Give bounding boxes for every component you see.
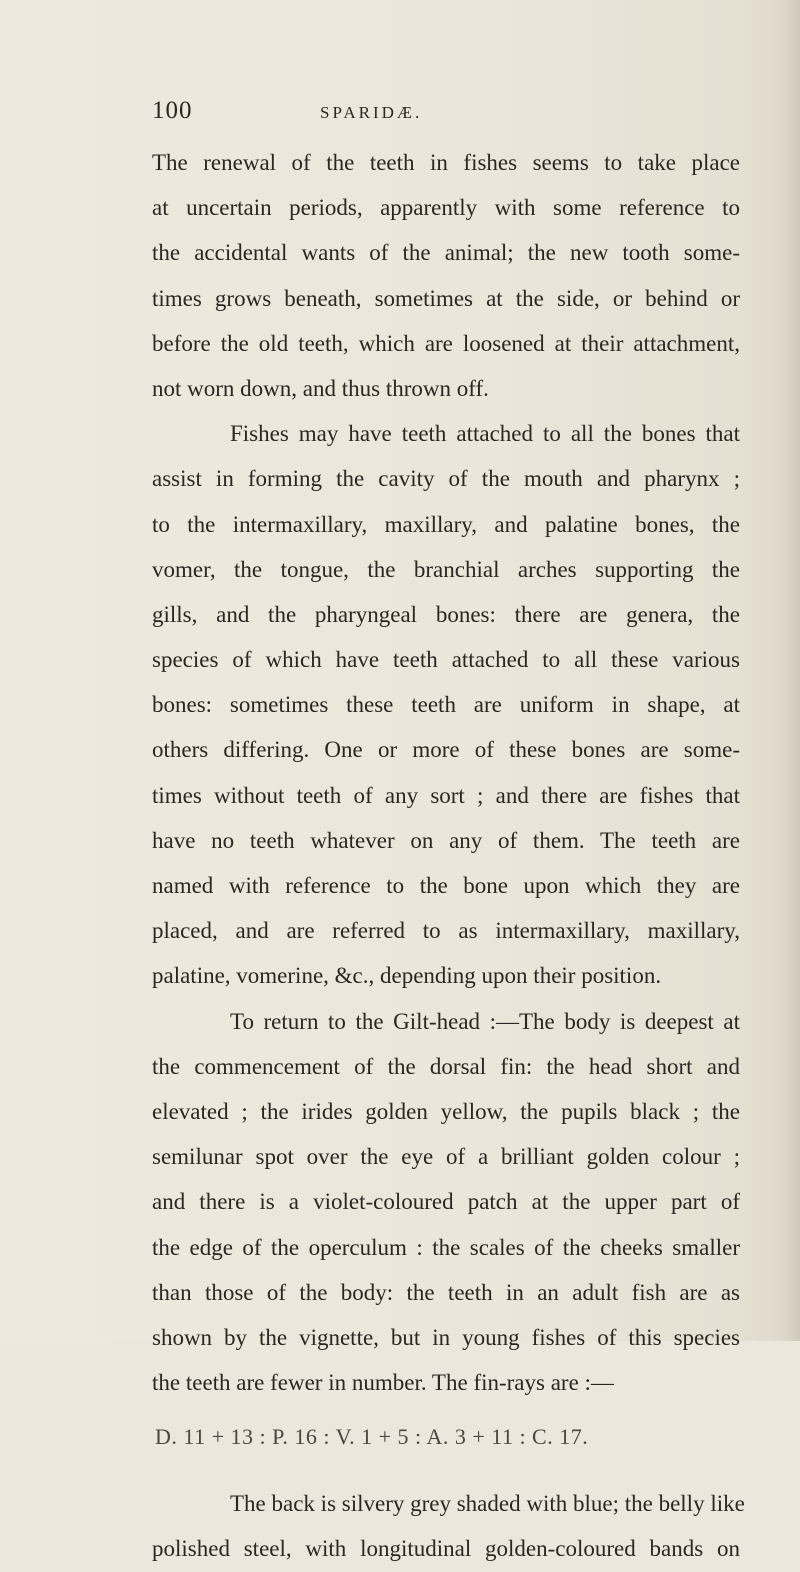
text-line: and there is a violet-coloured patch at the upper part of bbox=[152, 1189, 740, 1215]
text-line: times grows beneath, sometimes at the side, or behind or bbox=[152, 285, 740, 311]
page-edge-shadow bbox=[782, 0, 800, 1341]
text-line: The renewal of the teeth in fishes seems to take place bbox=[152, 150, 740, 175]
text-line: species of which have teeth attached to all these various bbox=[152, 647, 740, 673]
paragraph-start: Fishes may have teeth attached to all the bones that bbox=[230, 421, 740, 447]
paragraph-start: To return to the Gilt-head :—The body is deepest at bbox=[230, 1008, 740, 1034]
fin-ray-formula: D. 11 + 13 : P. 16 : V. 1 + 5 : A. 3 + 11 : C. 17. bbox=[155, 1424, 589, 1450]
text-line: vomer, the tongue, the branchial arches supporting the bbox=[152, 556, 740, 582]
text-line: to the intermaxillary, maxillary, and palatine bones, the bbox=[152, 511, 740, 537]
text-line: have no teeth whatever on any of them. The teeth are bbox=[152, 827, 740, 853]
text-line: the commencement of the dorsal fin: the head short and bbox=[152, 1053, 740, 1079]
text-line: the accidental wants of the animal; the new tooth some- bbox=[152, 240, 740, 266]
text-line: others differing. One or more of these bones are some- bbox=[152, 737, 740, 763]
text-line: named with reference to the bone upon which they are bbox=[152, 873, 740, 898]
paragraph-start: The back is silvery grey shaded with blue; the belly like bbox=[230, 1491, 745, 1517]
text-line: before the old teeth, which are loosened at their attachment, bbox=[152, 330, 740, 356]
text-line: elevated ; the irides golden yellow, the pupils black ; the bbox=[152, 1098, 740, 1124]
text-line: the teeth are fewer in number. The fin-rays are :— bbox=[152, 1370, 614, 1396]
text-line: polished steel, with longitudinal golden-coloured bands on bbox=[152, 1536, 740, 1562]
text-line: gills, and the pharyngeal bones: there are genera, the bbox=[152, 601, 740, 627]
text-line: shown by the vignette, but in young fishes of this species bbox=[152, 1324, 740, 1350]
text-line: the edge of the operculum : the scales of the cheeks smaller bbox=[152, 1234, 740, 1260]
running-head: SPARIDÆ. bbox=[320, 103, 423, 122]
text-line: assist in forming the cavity of the mouth and pharynx ; bbox=[152, 466, 740, 492]
page-number: 100 bbox=[152, 97, 193, 124]
text-line: at uncertain periods, apparently with some reference to bbox=[152, 195, 740, 221]
body-text bbox=[152, 140, 745, 1572]
text-line: times without teeth of any sort ; and there are fishes that bbox=[152, 782, 740, 808]
text-line: placed, and are referred to as intermaxillary, maxillary, bbox=[152, 918, 740, 944]
text-line: palatine, vomerine, &c., depending upon their position. bbox=[152, 963, 662, 989]
text-line: semilunar spot over the eye of a brilliant golden colour ; bbox=[152, 1144, 740, 1170]
text-line: bones: sometimes these teeth are uniform in shape, at bbox=[152, 692, 740, 718]
page-header bbox=[152, 97, 740, 137]
text-line: not worn down, and thus thrown off. bbox=[152, 375, 489, 401]
text-line: than those of the body: the teeth in an adult fish are as bbox=[152, 1279, 740, 1305]
